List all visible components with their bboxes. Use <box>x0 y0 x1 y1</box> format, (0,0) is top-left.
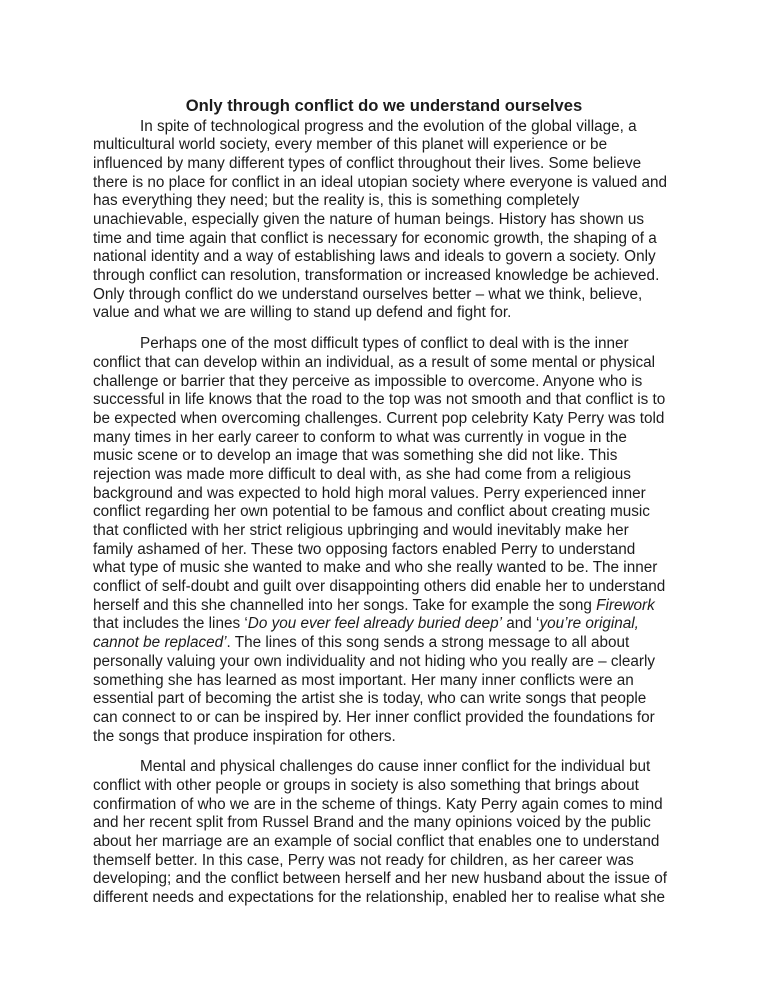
text-segment: unachievable, especially given the nature of human beings. History has shown us <box>93 211 645 229</box>
text-line <box>93 522 693 541</box>
text-line <box>93 485 693 504</box>
text-segment: influenced by many different types of conflict throughout their lives. Some believe <box>93 154 642 172</box>
text-segment: national identity and a way of establishing laws and ideals to govern a society. Only <box>93 248 656 266</box>
paragraph <box>93 758 693 908</box>
italic-quote-text: Do you ever feel already buried deep’ <box>247 615 503 633</box>
text-line <box>93 833 693 852</box>
text-line <box>93 796 693 815</box>
text-line <box>93 559 693 578</box>
text-segment: background and was expected to hold high moral values. Perry experienced inner <box>93 484 646 502</box>
text-segment: can connect to or can be inspired by. Her inner conflict provided the foundations for <box>93 708 655 726</box>
text-segment: that includes the lines ‘ <box>93 615 248 633</box>
text-line <box>93 410 693 429</box>
text-segment: developing; and the conflict between herself and her new husband about the issue of <box>93 870 668 888</box>
text-line <box>93 174 693 193</box>
text-segment: essential part of becoming the artist she is today, who can write songs that people <box>93 690 647 708</box>
text-line <box>93 136 693 155</box>
text-segment: conflict regarding her own potential to be famous and conflict about creating music <box>93 503 650 521</box>
text-line <box>93 728 693 747</box>
text-line <box>93 852 693 871</box>
text-segment: and her recent split from Russel Brand and the many opinions voiced by the public <box>93 814 651 832</box>
text-segment: be expected when overcoming challenges. Current pop celebrity Katy Perry was told <box>93 409 665 427</box>
text-segment: conflict of self-doubt and guilt over disappointing others did enable her to understand <box>93 578 666 596</box>
text-line <box>93 578 693 597</box>
text-segment: family ashamed of her. These two opposing factors enabled Perry to understand <box>93 540 636 558</box>
text-line <box>93 758 693 777</box>
text-segment: successful in life knows that the road to the top was not smooth and that conflict is to <box>93 391 666 409</box>
text-segment: herself and this she channelled into her songs. Take for example the song <box>93 596 597 614</box>
text-line <box>93 814 693 833</box>
text-line <box>93 503 693 522</box>
text-segment: personally valuing your own individuality and not hiding who you really are – clearly <box>93 652 656 670</box>
text-segment: music scene or to develop an image that was something she did not like. This <box>93 447 618 465</box>
text-segment: . The lines of this song sends a strong message to all about <box>226 634 630 652</box>
text-segment: Only through conflict do we understand ourselves better – what we think, believe, <box>93 285 643 303</box>
paragraph <box>93 335 693 746</box>
text-segment: through conflict can resolution, transformation or increased knowledge be achieved. <box>93 267 660 285</box>
text-line <box>93 335 693 354</box>
text-line <box>93 672 693 691</box>
document-body <box>93 118 693 920</box>
text-line <box>93 429 693 448</box>
text-segment: Perhaps one of the most difficult types of conflict to deal with is the inner <box>140 335 629 353</box>
text-line <box>93 354 693 373</box>
text-segment: Mental and physical challenges do cause inner conflict for the individual but <box>140 758 651 776</box>
document-title: Only through conflict do we understand ourselves <box>185 96 583 116</box>
text-line <box>93 777 693 796</box>
text-segment: many times in her early career to conform to what was currently in vogue in the <box>93 428 627 446</box>
text-segment: what type of music she wanted to make and who she really wanted to be. The inner <box>93 559 658 577</box>
text-line <box>93 690 693 709</box>
italic-quote-text: you’re original, <box>539 615 639 633</box>
text-segment: something she has learned as most important. Her many inner conflicts were an <box>93 671 634 689</box>
text-line <box>93 615 693 634</box>
text-line <box>93 447 693 466</box>
text-line <box>93 118 693 137</box>
text-segment: has everything they need; but the reality is, this is something completely <box>93 192 580 210</box>
text-segment: conflict with other people or groups in society is also something that brings about <box>93 776 639 794</box>
italic-quote-text: cannot be replaced’ <box>93 634 227 652</box>
text-segment: about her marriage are an example of social conflict that enables one to understand <box>93 833 660 851</box>
text-segment: there is no place for conflict in an ideal utopian society where everyone is valued and <box>93 173 667 191</box>
text-line <box>93 466 693 485</box>
text-line <box>93 597 693 616</box>
text-segment: challenge or barrier that they perceive as impossible to overcome. Anyone who is <box>93 372 643 390</box>
text-segment: and ‘ <box>502 615 540 633</box>
text-segment: different needs and expectations for the relationship, enabled her to realise what she <box>93 889 666 907</box>
text-segment: In spite of technological progress and the evolution of the global village, a <box>140 117 637 135</box>
text-line <box>93 634 693 653</box>
text-segment: conflict that can develop within an individual, as a result of some mental or physical <box>93 353 656 371</box>
text-line <box>93 286 693 305</box>
text-segment: themself better. In this case, Perry was not ready for children, as her career was <box>93 851 634 869</box>
text-segment: rejection was made more difficult to deal with, as she had come from a religious <box>93 465 631 483</box>
text-line <box>93 889 693 908</box>
text-segment: value and what we are willing to stand up defend and fight for. <box>93 304 512 322</box>
text-line <box>93 248 693 267</box>
text-segment: multicultural world society, every member of this planet will experience or be <box>93 136 608 154</box>
text-line <box>93 211 693 230</box>
text-segment: time and time again that conflict is necessary for economic growth, the shaping of a <box>93 229 657 247</box>
text-line <box>93 267 693 286</box>
text-line <box>93 155 693 174</box>
paragraph <box>93 118 693 324</box>
text-line <box>93 192 693 211</box>
text-line <box>93 653 693 672</box>
text-line <box>93 373 693 392</box>
text-segment: confirmation of who we are in the scheme of things. Katy Perry again comes to mind <box>93 795 663 813</box>
text-line <box>93 391 693 410</box>
text-line <box>93 304 693 323</box>
text-line <box>93 870 693 889</box>
italic-quote-text: Firework <box>596 596 655 614</box>
text-segment: that conflicted with her strict religious upbringing and would inevitably make her <box>93 522 629 540</box>
text-segment: the songs that produce inspiration for others. <box>93 727 396 745</box>
text-line <box>93 709 693 728</box>
text-line <box>93 230 693 249</box>
text-line <box>93 541 693 560</box>
